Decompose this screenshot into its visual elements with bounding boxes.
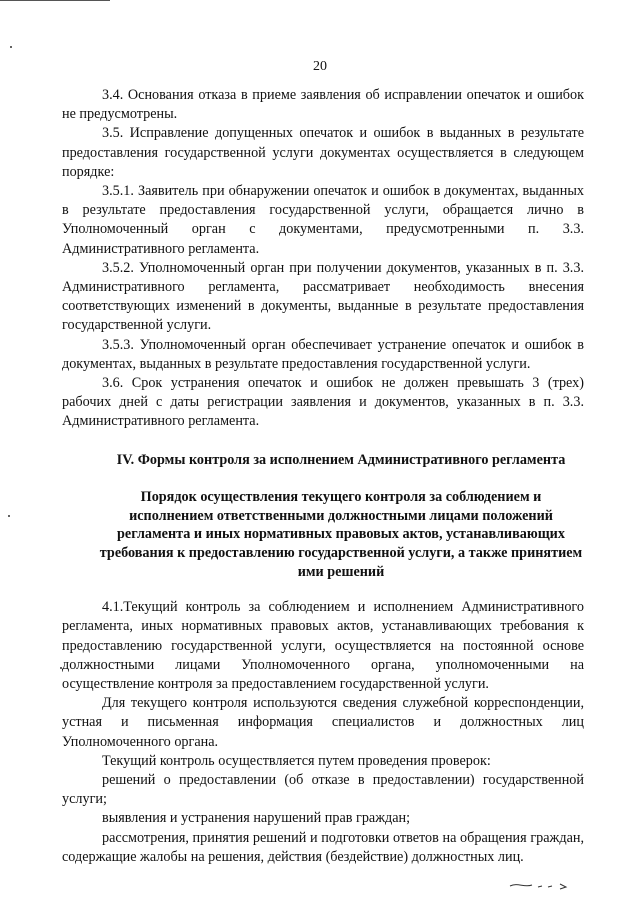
scan-edge-line [0, 0, 110, 1]
paragraph-3-6: 3.6. Срок устранения опечаток и ошибок не должен превышать 3 (трех) рабочих дней с даты регистрации заявления и документов, указанных в п. 3.3. Административного регламента. [62, 375, 584, 430]
paragraph-control-sources: Для текущего контроля используются сведения служебной корреспонденции, устная и письменная информация специалистов и должностных лиц Уполномоченного органа. [62, 695, 584, 750]
scan-margin-mark [60, 667, 62, 669]
scan-margin-mark [10, 46, 12, 48]
page-number: 20 [313, 59, 327, 74]
paragraph-3-5-1: 3.5.1. Заявитель при обнаружении опечаток и ошибок в документах, выданных в результате предоставления государственной услуги, обращается лично в Уполномоченный орган с документами, предусмотренными п. 3.3. Административного регламента. [62, 183, 584, 257]
paragraph-control-checks: Текущий контроль осуществляется путем проведения проверок: [102, 752, 491, 769]
paragraph-3-5-2: 3.5.2. Уполномоченный орган при получении документов, указанных в п. 3.3. Административного регламента, рассматривает необходимость внесения соответствующих изменений в документы, выданные в результате предоставления государственной услуги. [62, 259, 584, 334]
paragraph-3-4: 3.4. Основания отказа в приеме заявления об исправлении опечаток и ошибок не предусмотрены. [62, 87, 584, 123]
subsection-heading: Порядок осуществления текущего контроля за соблюдением и исполнением ответственными должностными лицами положений регламента и иных нормативных правовых актов, устанавливающих требования к предоставлению государственной услуги, а также принятием ими решений [99, 489, 583, 580]
paragraph-4-1: 4.1.Текущий контроль за соблюдением и исполнением Административного регламента, иных нормативных правовых актов, устанавливающих требования к предоставлению государственной услуги, осуществляется на постоянной основе должностными лицами Уполномоченного органа, уполномоченными на осуществление контроля за предоставлением государственной услуги. [62, 599, 584, 693]
document-body [62, 86, 584, 867]
scan-margin-mark [8, 515, 10, 517]
list-item-decisions: решений о предоставлении (об отказе в предоставлении) государственной услуги; [62, 772, 584, 808]
paragraph-3-5: 3.5. Исправление допущенных опечаток и ошибок в выданных в результате предоставления государственной услуги документах осуществляется в следующем порядке: [62, 125, 584, 180]
list-item-violations: выявления и устранения нарушений прав граждан; [102, 810, 411, 827]
list-item-complaints: рассмотрения, принятия решений и подготовки ответов на обращения граждан, содержащие жалобы на решения, действия (бездействие) должностных лиц. [62, 829, 584, 865]
section-heading: IV. Формы контроля за исполнением Административного регламента [116, 451, 566, 468]
handwritten-initials [508, 878, 578, 892]
paragraph-3-5-3: 3.5.3. Уполномоченный орган обеспечивает устранение опечаток и ошибок в документах, выданных в результате предоставления государственной услуги. [62, 336, 584, 372]
